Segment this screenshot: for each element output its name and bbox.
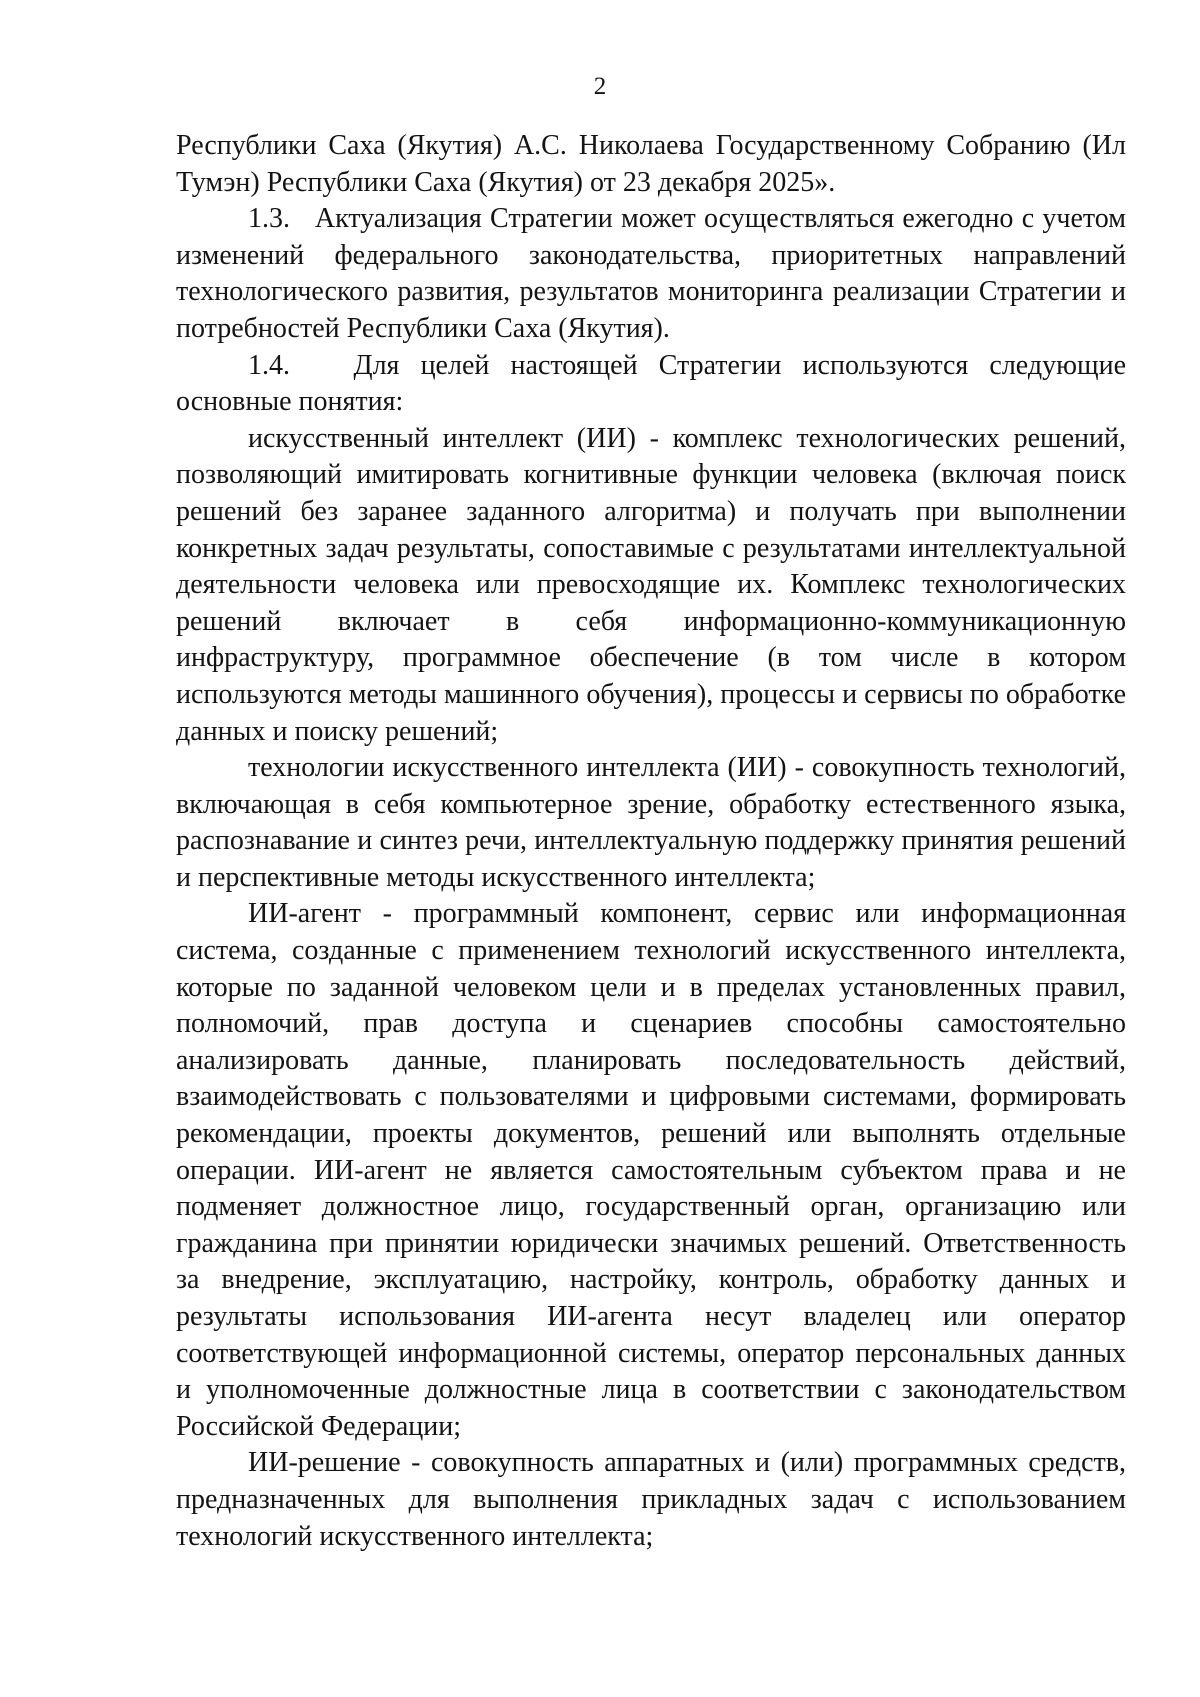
definition-ai: искусственный интеллект (ИИ) - комплекс технологических решений, позволяющий имитировать когнитивные функции человека (включая поиск решений без заранее заданного алгоритма) и получать при выполнении конкретных задач результаты, сопоставимые с результатами интеллектуальной деятельности человека или превосходящие их. Комплекс технологических решений включает в себя информационно-коммуникационную инфраструктуру, программное обеспечение (в том числе в котором используются методы машинного обучения), процессы и сервисы по обработке данных и поиску решений; [176,422,1126,747]
document-body [176,128,1126,1555]
definition-ai-technologies: технологии искусственного интеллекта (ИИ) - совокупность технологий, включающая в себя компьютерное зрение, обработку естественного языка, распознавание и синтез речи, интеллектуальную поддержку принятия решений и перспективные методы искусственного интеллекта; [176,752,1126,893]
paragraph-1-3: 1.3. Актуализация Стратегии может осуществляться ежегодно с учетом изменений федерального законодательства, приоритетных направлений технологического развития, результатов мониторинга реализации Стратегии и потребностей Республики Саха (Якутия). [176,203,1126,344]
paragraph-1-4: 1.4. Для целей настоящей Стратегии используются следующие основные понятия: [176,349,1126,418]
definition-ai-agent: ИИ-агент - программный компонент, сервис или информационная система, созданные с применением технологий искусственного интеллекта, которые по заданной человеком цели и в пределах установленных правил, полномочий, прав доступа и сценариев способны самостоятельно анализировать данные, планировать последовательность действий, взаимодействовать с пользователями и цифровыми системами, формировать рекомендации, проекты документов, решений или выполнять отдельные операции. ИИ-агент не является самостоятельным субъектом права и не подменяет должностное лицо, государственный орган, организацию или гражданина при принятии юридически значимых решений. Ответственность за внедрение, эксплуатацию, настройку, контроль, обработку данных и результаты использования ИИ-агента несут владелец или оператор соответствующей информационной системы, оператор персональных данных и уполномоченные должностные лица в соответствии с законодательством Российской Федерации; [176,898,1126,1442]
page-number: 2 [593,73,607,100]
paragraph-continuation: Республики Саха (Якутия) А.С. Николаева Государственному Собранию (Ил Тумэн) Республики Саха (Якутия) от 23 декабря 2025». [176,130,1126,198]
definition-ai-solution: ИИ-решение - совокупность аппаратных и (или) программных средств, предназначенных для выполнения прикладных задач с использованием технологий искусственного интеллекта; [176,1447,1126,1552]
